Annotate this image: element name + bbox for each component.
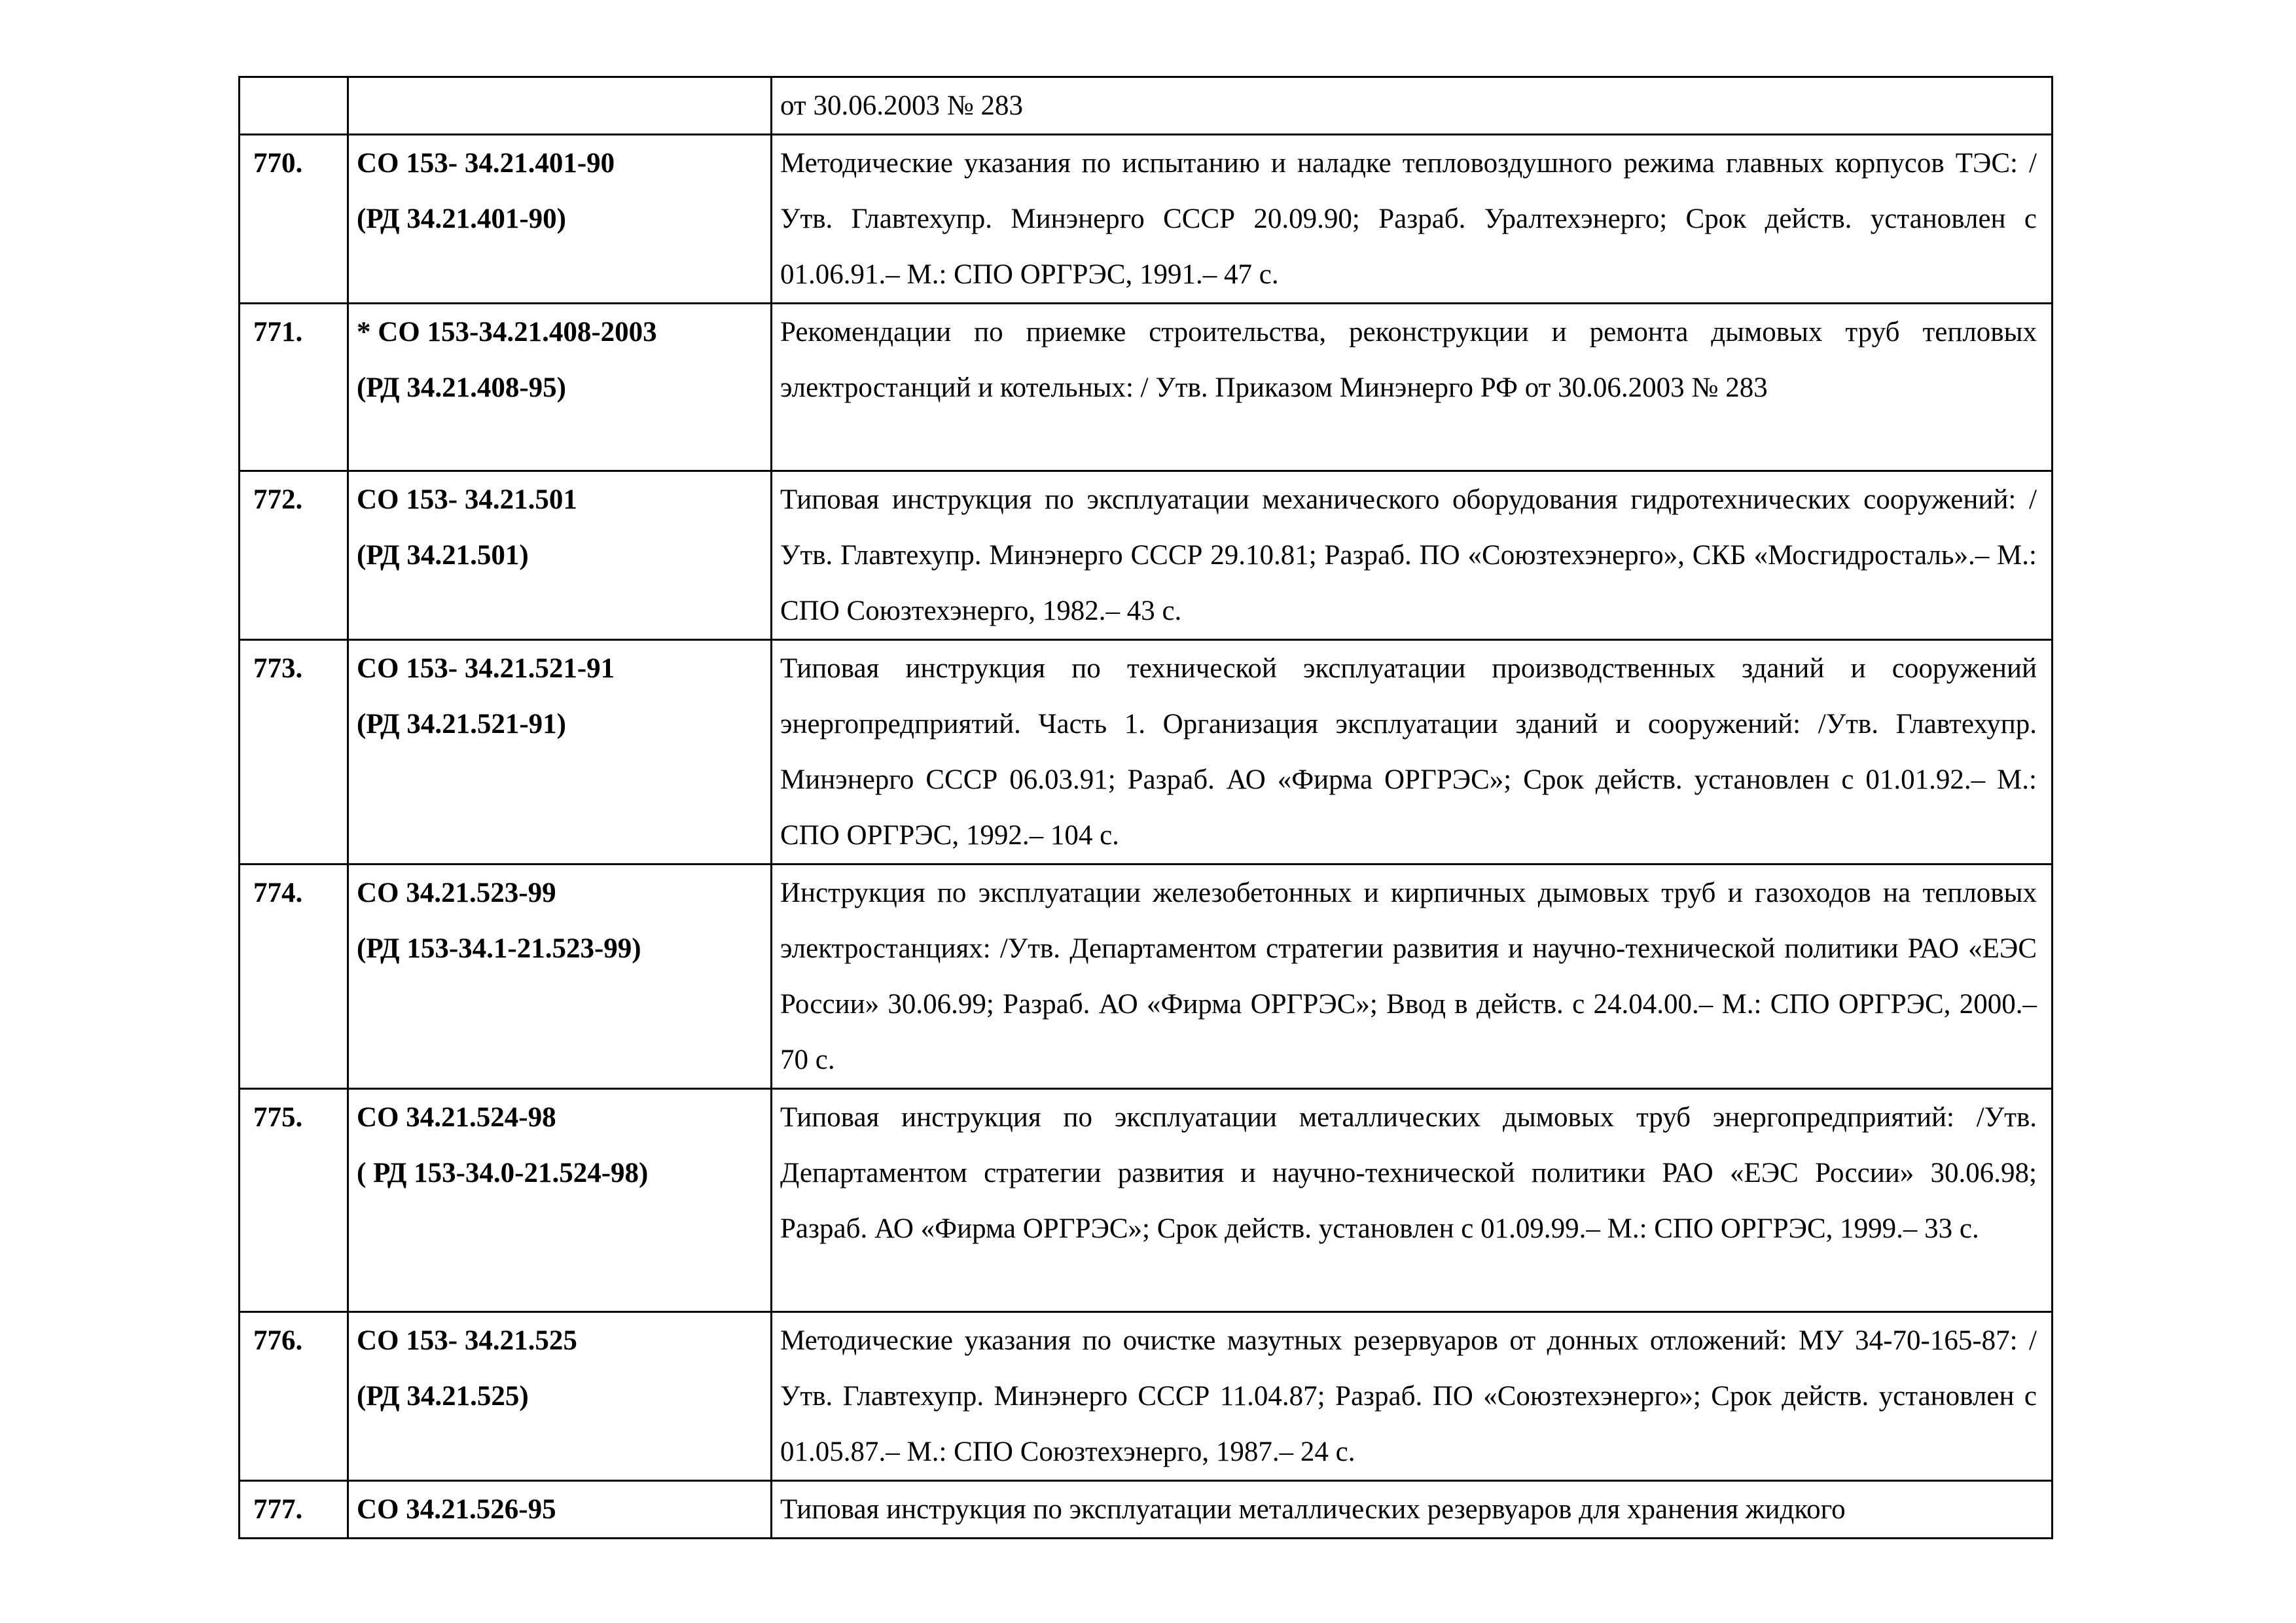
so-code: СО 153- 34.21.501: [357, 484, 577, 515]
document-code: [348, 1089, 772, 1312]
rd-code: ( РД 153-34.0-21.524-98): [357, 1158, 649, 1188]
standards-table: [238, 76, 2053, 1539]
document-description: Типовая инструкция по эксплуатации металлических дымовых труб энергопредприятий: /Утв. Департаментом стратегии развития и научно-технической политики РАО «ЕЭС России» 30.06.98; Разраб. АО «Фирма ОРГРЭС»; Срок действ. установлен с 01.09.99.– М.: СПО ОРГРЭС, 1999.– 33 с.: [772, 1089, 2053, 1312]
document-code: [348, 135, 772, 304]
document-description: Рекомендации по приемке строительства, реконструкции и ремонта дымовых труб тепловых электростанций и котельных: / Утв. Приказом Минэнерго РФ от 30.06.2003 № 283: [772, 304, 2053, 471]
document-description: Инструкция по эксплуатации железобетонных и кирпичных дымовых труб и газоходов на тепловых электростанциях: /Утв. Департаментом стратегии развития и научно-технической политики РАО «ЕЭС России» 30.06.99; Разраб. АО «Фирма ОРГРЭС»; Ввод в действ. с 24.04.00.– М.: СПО ОРГРЭС, 2000.– 70 с.: [772, 865, 2053, 1089]
table-row-774: [240, 865, 2053, 1089]
so-code: СО 153- 34.21.521-91: [357, 653, 615, 684]
row-number: 773.: [240, 640, 348, 865]
rd-code: (РД 34.21.401-90): [357, 204, 566, 234]
document-code: [348, 471, 772, 640]
so-code: СО 34.21.524-98: [357, 1102, 556, 1133]
document-code: [348, 304, 772, 471]
table-row-775: [240, 1089, 2053, 1312]
document-description: Типовая инструкция по эксплуатации металлических резервуаров для хранения жидкого: [772, 1481, 2053, 1539]
document-code: [348, 1481, 772, 1539]
table-row-777: [240, 1481, 2053, 1539]
table-row-773: [240, 640, 2053, 865]
rd-code: (РД 34.21.501): [357, 540, 529, 571]
row-number: 771.: [240, 304, 348, 471]
table-row-770: [240, 135, 2053, 304]
so-code: СО 34.21.526-95: [357, 1494, 556, 1525]
so-code: СО 153- 34.21.401-90: [357, 148, 615, 179]
table-row-continuation: [240, 77, 2053, 135]
rd-code: (РД 34.21.408-95): [357, 372, 566, 403]
table-row-771: [240, 304, 2053, 471]
rd-code: (РД 153-34.1-21.523-99): [357, 933, 641, 964]
document-description: Методические указания по очистке мазутных резервуаров от донных отложений: МУ 34-70-165-87: /Утв. Главтехупр. Минэнерго СССР 11.04.87; Разраб. ПО «Союзтехэнерго»; Срок действ. установлен с 01.05.87.– М.: СПО Союзтехэнерго, 1987.– 24 с.: [772, 1312, 2053, 1481]
row-number: 777.: [240, 1481, 348, 1539]
row-number: [240, 77, 348, 135]
document-code: [348, 640, 772, 865]
table-row-772: [240, 471, 2053, 640]
document-description: Типовая инструкция по технической эксплуатации производственных зданий и сооружений энергопредприятий. Часть 1. Организация эксплуатации зданий и сооружений: /Утв. Главтехупр. Минэнерго СССР 06.03.91; Разраб. АО «Фирма ОРГРЭС»; Срок действ. установлен с 01.01.92.– М.: СПО ОРГРЭС, 1992.– 104 с.: [772, 640, 2053, 865]
document-description: Методические указания по испытанию и наладке тепловоздушного режима главных корпусов ТЭС: /Утв. Главтехупр. Минэнерго СССР 20.09.90; Разраб. Уралтехэнерго; Срок действ. установлен с 01.06.91.– М.: СПО ОРГРЭС, 1991.– 47 с.: [772, 135, 2053, 304]
document-code: [348, 865, 772, 1089]
document-code: [348, 1312, 772, 1481]
row-number: 775.: [240, 1089, 348, 1312]
so-code: СО 153- 34.21.525: [357, 1325, 577, 1356]
document-description: от 30.06.2003 № 283: [772, 77, 2053, 135]
document-description: Типовая инструкция по эксплуатации механического оборудования гидротехнических сооружений: /Утв. Главтехупр. Минэнерго СССР 29.10.81; Разраб. ПО «Союзтехэнерго», СКБ «Мосгидросталь».– М.: СПО Союзтехэнерго, 1982.– 43 с.: [772, 471, 2053, 640]
so-code: * СО 153-34.21.408-2003: [357, 317, 657, 348]
row-number: 776.: [240, 1312, 348, 1481]
rd-code: (РД 34.21.521-91): [357, 709, 566, 740]
row-number: 772.: [240, 471, 348, 640]
rd-code: (РД 34.21.525): [357, 1381, 529, 1412]
row-number: 770.: [240, 135, 348, 304]
so-code: СО 34.21.523-99: [357, 878, 556, 908]
document-code: [348, 77, 772, 135]
table-row-776: [240, 1312, 2053, 1481]
row-number: 774.: [240, 865, 348, 1089]
